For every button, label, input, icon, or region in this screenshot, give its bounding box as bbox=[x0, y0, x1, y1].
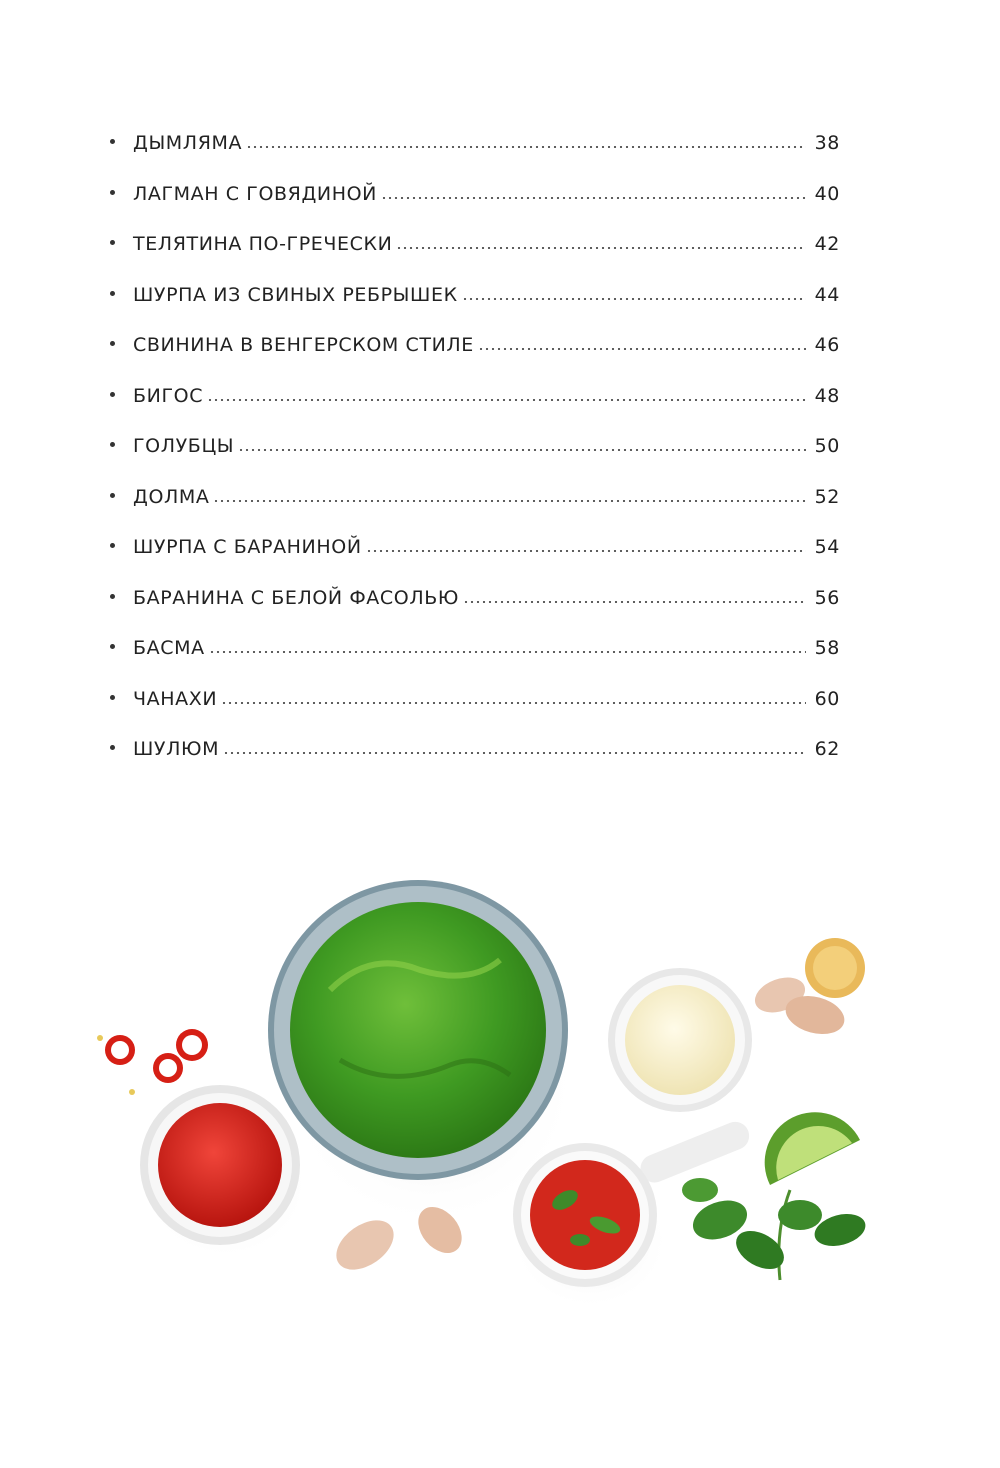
toc-entry[interactable] bbox=[110, 118, 840, 169]
dot-leader bbox=[478, 348, 806, 350]
toc-entry-page: 42 bbox=[814, 233, 840, 256]
toc-entry-page: 52 bbox=[814, 485, 840, 508]
lime-wedge bbox=[765, 1112, 860, 1185]
toc-entry-title: БАСМА bbox=[133, 637, 205, 660]
pesto-bowl bbox=[268, 880, 568, 1180]
parsley bbox=[682, 1178, 869, 1280]
toc-entry-page: 38 bbox=[814, 132, 840, 155]
toc-entry-title: ЛАГМАН С ГОВЯДИНОЙ bbox=[133, 182, 377, 205]
toc-entry[interactable] bbox=[110, 219, 840, 270]
dot-leader bbox=[381, 197, 806, 199]
toc-entry-page: 50 bbox=[814, 435, 840, 458]
toc-entry-page: 60 bbox=[814, 687, 840, 710]
toc-entry-title: ДОЛМА bbox=[133, 485, 210, 508]
mayonnaise-bowl bbox=[608, 968, 752, 1112]
toc-entry-title: ШУЛЮМ bbox=[133, 738, 220, 761]
bullet-icon bbox=[110, 392, 115, 397]
toc-entry-title: ШУРПА ИЗ СВИНЫХ РЕБРЫШЕК bbox=[133, 283, 458, 306]
toc-entry[interactable] bbox=[110, 522, 840, 573]
tomato-paste-bowl bbox=[140, 1085, 300, 1245]
toc-entry-title: ДЫМЛЯМА bbox=[133, 132, 243, 155]
bullet-icon bbox=[110, 442, 115, 447]
sauces-illustration bbox=[0, 860, 1000, 1320]
toc-entry[interactable] bbox=[110, 573, 840, 624]
bullet-icon bbox=[110, 341, 115, 346]
bullet-icon bbox=[110, 543, 115, 548]
bullet-icon bbox=[110, 291, 115, 296]
dot-leader bbox=[238, 449, 806, 451]
toc-entry[interactable] bbox=[110, 472, 840, 523]
bullet-icon bbox=[110, 745, 115, 750]
toc-entry-title: БИГОС bbox=[133, 384, 204, 407]
toc-entry-title: ГОЛУБЦЫ bbox=[133, 435, 235, 458]
toc-entry-page: 48 bbox=[814, 384, 840, 407]
toc-entry[interactable] bbox=[110, 421, 840, 472]
toc-entry-title: ЧАНАХИ bbox=[133, 687, 218, 710]
dot-leader bbox=[207, 399, 806, 401]
toc-entry-title: ТЕЛЯТИНА ПО-ГРЕЧЕСКИ bbox=[133, 233, 393, 256]
dot-leader bbox=[463, 601, 806, 603]
toc-entry[interactable] bbox=[110, 169, 840, 220]
toc-entry-page: 40 bbox=[814, 182, 840, 205]
dot-leader bbox=[223, 752, 806, 754]
toc-entry-page: 56 bbox=[814, 586, 840, 609]
chili-slices bbox=[97, 1029, 208, 1095]
toc-entry-title: ШУРПА С БАРАНИНОЙ bbox=[133, 536, 362, 559]
toc-entry-page: 46 bbox=[814, 334, 840, 357]
dot-leader bbox=[209, 651, 806, 653]
bullet-icon bbox=[110, 695, 115, 700]
dot-leader bbox=[246, 146, 806, 148]
dot-leader bbox=[462, 298, 806, 300]
dot-leader bbox=[396, 247, 806, 249]
dot-leader bbox=[221, 702, 806, 704]
bullet-icon bbox=[110, 190, 115, 195]
bullet-icon bbox=[110, 594, 115, 599]
toc-entry[interactable] bbox=[110, 674, 840, 725]
table-of-contents bbox=[110, 118, 840, 775]
toc-entry[interactable] bbox=[110, 724, 840, 775]
toc-entry[interactable] bbox=[110, 270, 840, 321]
bullet-icon bbox=[110, 493, 115, 498]
toc-entry-title: БАРАНИНА С БЕЛОЙ ФАСОЛЬЮ bbox=[133, 586, 459, 609]
bullet-icon bbox=[110, 644, 115, 649]
ginger bbox=[805, 938, 865, 998]
toc-entry[interactable] bbox=[110, 320, 840, 371]
toc-entry-page: 62 bbox=[814, 738, 840, 761]
toc-entry-page: 44 bbox=[814, 283, 840, 306]
bullet-icon bbox=[110, 240, 115, 245]
toc-entry[interactable] bbox=[110, 623, 840, 674]
dot-leader bbox=[213, 500, 806, 502]
toc-entry-title: СВИНИНА В ВЕНГЕРСКОМ СТИЛЕ bbox=[133, 334, 474, 357]
bullet-icon bbox=[110, 139, 115, 144]
dot-leader bbox=[366, 550, 806, 552]
toc-entry-page: 54 bbox=[814, 536, 840, 559]
toc-entry-page: 58 bbox=[814, 637, 840, 660]
toc-entry[interactable] bbox=[110, 371, 840, 422]
